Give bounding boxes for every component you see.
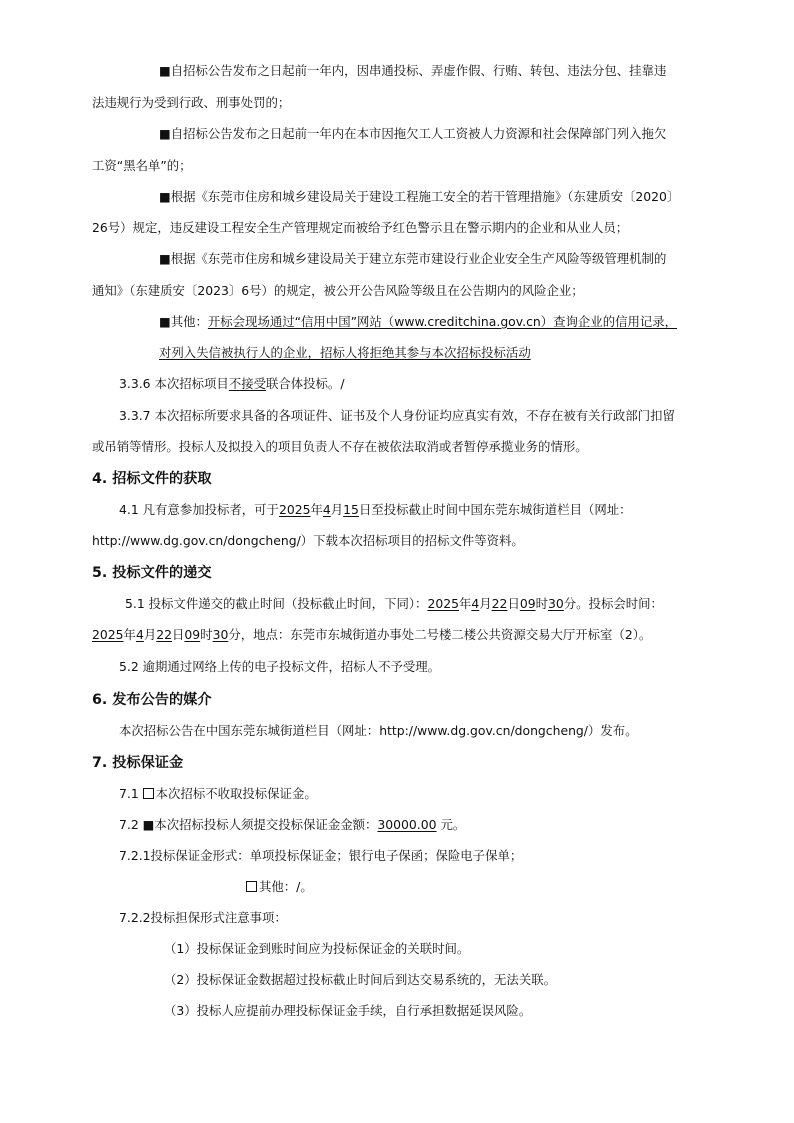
- paragraph-line: 法违规行为受到行政、刑事处罚的；: [92, 95, 291, 110]
- section-heading-4: 4. 招标文件的获取: [92, 471, 212, 487]
- clause-text: 日: [172, 627, 185, 642]
- other-prefix: ■其他：: [159, 314, 208, 329]
- clause-7-1: [119, 784, 317, 804]
- clause-5-1: [125, 594, 663, 614]
- date-year: 2025: [92, 627, 124, 642]
- clause-7-2-2-item: （2）投标保证金数据超过投标截止时间后到达交易系统的，无法关联。: [164, 972, 556, 987]
- clause-text: 月: [143, 627, 157, 642]
- unchecked-checkbox-icon: [246, 881, 257, 892]
- time-hour: 09: [519, 596, 536, 611]
- deposit-amount: 30000.00: [377, 817, 437, 832]
- time-minute: 30: [548, 596, 564, 611]
- clause-text: 7.2 ■本次招标投标人须提交投标保证金金额：: [119, 817, 378, 832]
- clause-text: 分，地点：东莞市东城街道办事处二号楼二楼公共资源交易大厅开标室（2）。: [228, 627, 652, 642]
- clause-text: 时: [535, 596, 548, 611]
- paragraph-line: 或吊销等情形。投标人及拟投入的项目负责人不存在被依法取消或者暂停承揽业务的情形。: [92, 439, 588, 454]
- paragraph-line: 工资“黑名单”的；: [92, 158, 192, 173]
- clause-text: 日至投标截止时间中国东莞东城街道栏目（网址：: [358, 502, 632, 517]
- clause-text: 月: [479, 596, 492, 611]
- clause-text: 年: [458, 596, 472, 611]
- clause-text: 时: [200, 627, 213, 642]
- clause-text: 月: [330, 502, 344, 517]
- clause-number: 7.1: [119, 786, 143, 801]
- clause-7-2-2: 7.2.2投标担保形式注意事项：: [119, 910, 287, 925]
- section-heading-5: 5. 投标文件的递交: [92, 565, 212, 581]
- paragraph-line: 对列入失信被执行人的企业，招标人将拒绝其参与本次招标投标活动: [159, 345, 531, 360]
- clause-text: 元。: [436, 817, 466, 832]
- paragraph-line: 通知》（东建质安〔2023〕6号）的规定，被公开公告风险等级且在公告期内的风险企业；: [92, 283, 584, 298]
- clause-text: 日: [507, 596, 520, 611]
- clause-text: 4.1 凡有意参加投标者，可于: [119, 502, 279, 517]
- clause-text: 3.3.6 本次招标项目: [119, 376, 229, 391]
- clause-text: 5.1 投标文件递交的截止时间（投标截止时间，下同）：: [125, 596, 428, 611]
- clause-7-2-2-item: （3）投标人应提前办理投标保证金手续，自行承担数据延误风险。: [164, 1003, 532, 1018]
- clause-text: 联合体投标。/: [265, 376, 345, 391]
- date-year: 2025: [278, 502, 311, 517]
- paragraph-line: ■根据《东莞市住房和城乡建设局关于建设工程施工安全的若干管理措施》（东建质安〔2020〕: [159, 189, 680, 204]
- time-hour: 09: [184, 627, 201, 642]
- clause-7-2-2-item: （1）投标保证金到账时间应为投标保证金的关联时间。: [164, 941, 470, 956]
- clause-3-3-7: 3.3.7 本次招标所要求具备的各项证件、证书及个人身份证均应真实有效，不存在被有关行政部门扣留: [119, 408, 675, 423]
- clause-text: 年: [310, 502, 323, 517]
- paragraph-line: ■自招标公告发布之日起前一年内在本市因拖欠工人工资被人力资源和社会保障部门列入拖欠: [159, 126, 667, 141]
- clause-text: 本次招标不收取投标保证金。: [155, 786, 317, 801]
- clause-7-2-1: 7.2.1投标保证金形式：单项投标保证金；银行电子保函；保险电子保单；: [119, 848, 523, 863]
- time-minute: 30: [212, 627, 229, 642]
- date-day: 15: [343, 502, 359, 517]
- date-day: 22: [491, 596, 508, 611]
- paragraph-line: [92, 625, 651, 645]
- paragraph-line: [159, 312, 677, 332]
- paragraph-line: ■根据《东莞市住房和城乡建设局关于建立东莞市建设行业企业安全生产风险等级管理机制的: [159, 251, 667, 266]
- clause-4-1: [119, 500, 632, 520]
- date-month: 4: [135, 627, 144, 642]
- date-year: 2025: [427, 596, 459, 611]
- clause-3-3-6: [119, 374, 345, 394]
- clause-7-2: [119, 815, 465, 835]
- clause-5-2: 5.2 逾期通过网络上传的电子投标文件，招标人不予受理。: [119, 659, 441, 674]
- date-month: 4: [322, 502, 331, 517]
- credit-check-text: 开标会现场通过“信用中国”网站（www.creditchina.gov.cn）查询企业的信用记录，: [207, 314, 678, 329]
- clause-text: 分。投标会时间：: [563, 596, 663, 611]
- paragraph-line: ■自招标公告发布之日起前一年内，因串通投标、弄虚作假、行贿、转包、违法分包、挂靠违: [159, 63, 667, 78]
- paragraph-line: http://www.dg.gov.cn/dongcheng/）下载本次招标项目的招标文件等资料。: [92, 533, 524, 548]
- section-heading-7: 7. 投标保证金: [92, 755, 184, 771]
- date-month: 4: [471, 596, 480, 611]
- clause-text: 年: [123, 627, 136, 642]
- clause-underlined: 不接受: [228, 376, 266, 391]
- section-heading-6: 6. 发布公告的媒介: [92, 692, 212, 708]
- clause-7-2-1-other: [246, 877, 313, 897]
- clause-6: 本次招标公告在中国东莞东城街道栏目（网址：http://www.dg.gov.cn/dongcheng/）发布。: [119, 723, 638, 738]
- clause-text: 其他：/。: [259, 879, 313, 894]
- paragraph-line: 26号）规定，违反建设工程安全生产管理规定而被给予红色警示且在警示期内的企业和从业人员；: [92, 220, 629, 235]
- date-day: 22: [156, 627, 172, 642]
- unchecked-checkbox-icon: [143, 788, 154, 799]
